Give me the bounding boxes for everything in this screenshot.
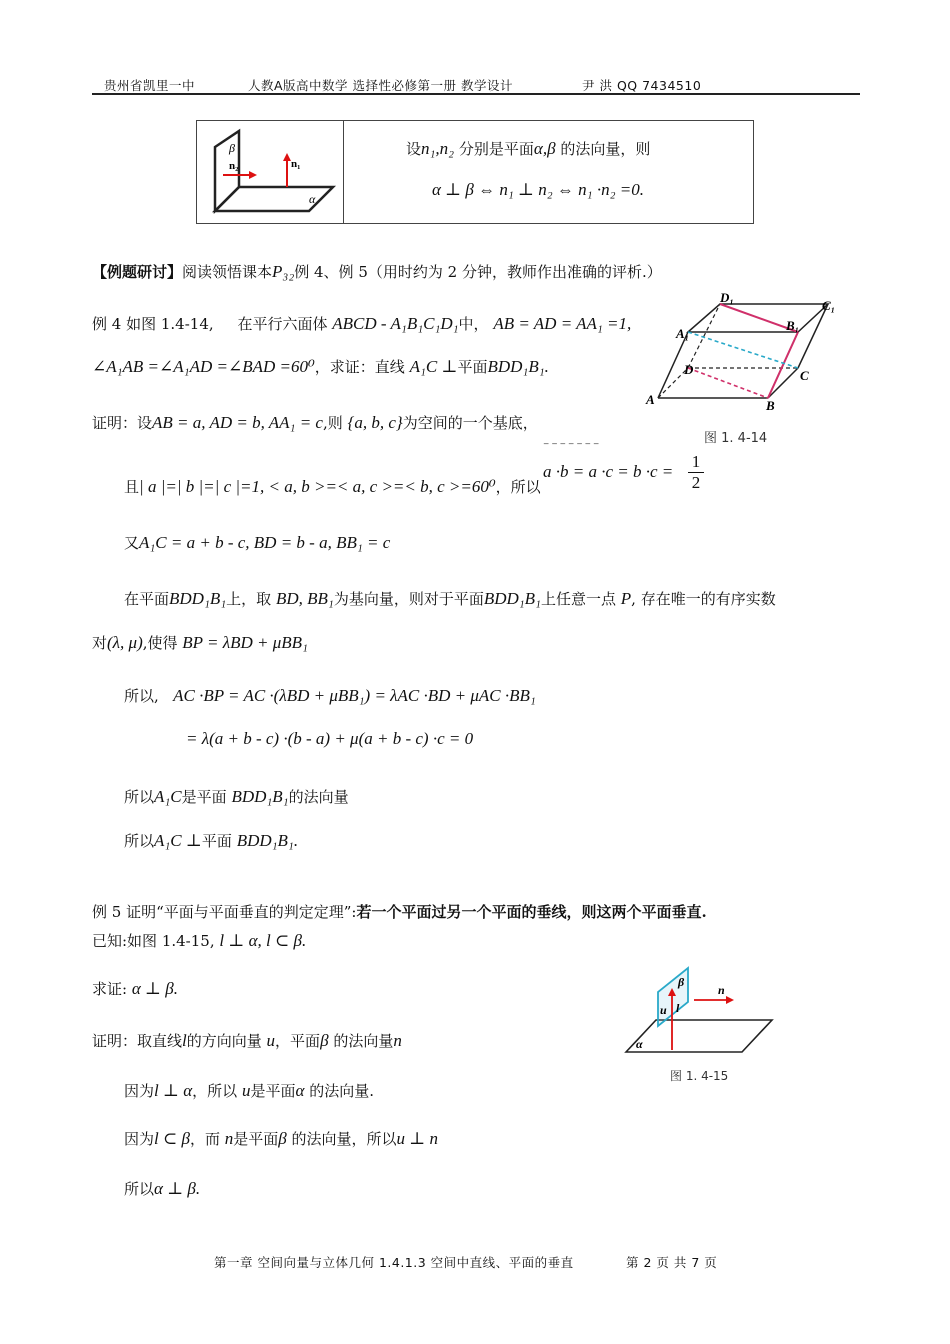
fig-label-D: D [684,362,694,377]
ex5-prove: 求证: α ⊥ β. [92,979,178,998]
fig-label-D1: D₁ [720,290,734,305]
parallelepiped-figure [640,290,836,451]
ex4-line-2: ∠A₁AB =∠A₁AD =∠BAD =60⁰，求证：直线 A₁C ⊥平面BDD₁B₁. [92,357,549,376]
header-rule [92,93,860,95]
fig-label-A: A [646,392,655,407]
fig-caption-14: 图 1. 4-14 [704,431,768,446]
ex4-proof-6: 所以, AC ·BP = AC ·(λBD + μBB₁) = λAC ·BD + μAC ·BB₁ [124,686,536,705]
fig-n2-label: n₂ [229,160,239,172]
ex4-line-1: 例 4 如图 1.4-14, 在平行六面体 ABCD - A₁B₁C₁D₁中， AB = AD = AA₁ =1, [92,314,632,333]
header-school: 贵州省凯里一中 [104,78,196,93]
ex5-proof-2: 因为l ⊥ α，所以 u是平面α 的法向量. [124,1081,374,1100]
fig-label-B: B [766,398,775,413]
fig-label-C: C [800,368,809,383]
alpha-plane [626,1020,772,1052]
footer-page: 第 2 页 共 7 页 [626,1255,718,1270]
header-author: 尹 洪 QQ 7434510 [582,78,702,93]
study-line: 【例题研讨】阅读领悟课本P₃₂例 4、例 5（用时约为 2 分钟，教师作出准确的评析.） [92,262,662,281]
ex4-proof-9: 所以A₁C ⊥平面 BDD₁B₁. [124,831,299,850]
fig5-n-label: n [718,983,725,997]
box-line-1: 设n₁,n₂ 分别是平面α,β 的法向量，则 [406,139,651,158]
fig-caption-15: 图 1. 4-15 [670,1069,729,1083]
fig-label-C1: C₁ [822,298,836,313]
footer-text: 第一章 空间向量与立体几何 1.4.1.3 空间中直线、平面的垂直 [214,1255,574,1270]
ex5-proof-4: 所以α ⊥ β. [124,1179,201,1198]
ex5-known: 已知:如图 1.4-15, l ⊥ α, l ⊂ β. [92,931,307,950]
fig5-alpha-label: α [636,1037,643,1051]
ex4-proof-1: 证明：设AB = a, AD = b, AA₁ = c,则 {a, b, c}为空间的一个基底， [92,413,538,432]
fig-alpha-label: α [309,192,316,206]
fig-label-B1: B₁ [786,318,800,333]
ex4-proof-3: 又A₁C = a + b - c, BD = b - a, BB₁ = c [124,533,391,552]
header-book: 人教A版高中数学 选择性必修第一册 教学设计 [248,78,513,93]
perpendicular-planes-figure [622,964,778,1086]
ex4-dot-products: a ·b = a ·c = b ·c = [543,462,674,481]
fig-label-A1: A₁ [676,326,690,341]
fig-beta-label: β [229,141,235,155]
ex4-proof-7: = λ(a + b - c) ·(b - a) + μ(a + b - c) ·c = 0 [186,729,474,748]
box-divider [343,121,344,223]
ex4-proof-8: 所以A₁C是平面 BDD₁B₁的法向量 [124,787,349,806]
ex5-proof-1: 证明：取直线l的方向向量 u，平面β 的法向量n [92,1031,402,1050]
ex4-proof-5: 对(λ, μ),使得 BP = λBD + μBB₁ [92,633,308,652]
ex4-vector-arrows: ⁻⁻⁻⁻⁻⁻⁻ [543,439,602,453]
plane-normal-figure [207,127,337,219]
ex4-fraction: 1 2 [688,452,704,493]
box-formula: α ⊥ β ⇔ n₁ ⊥ n₂ ⇔ n₁ ·n₂ =0. [432,180,644,199]
fig5-l-label: l [676,1001,680,1015]
theorem-box [196,120,754,224]
ex4-proof-4: 在平面BDD₁B₁上，取 BD, BB₁为基向量，则对于平面BDD₁B₁上任意一点 P, 存在唯一的有序实数 [124,589,776,608]
fig5-beta-label: β [678,975,685,989]
ex5-proof-3: 因为l ⊂ β，而 n是平面β 的法向量，所以u ⊥ n [124,1129,439,1148]
ex4-proof-2: 且| a |=| b |=| c |=1, < a, b >=< a, c >=< b, c >=60⁰，所以 [124,477,541,496]
fig-n1-label: n₁ [291,158,301,170]
fig5-u-label: u [660,1003,667,1017]
ex5-title: 例 5 证明“平面与平面垂直的判定定理”:若一个平面过另一个平面的垂线，则这两个平面垂直. [92,903,707,921]
